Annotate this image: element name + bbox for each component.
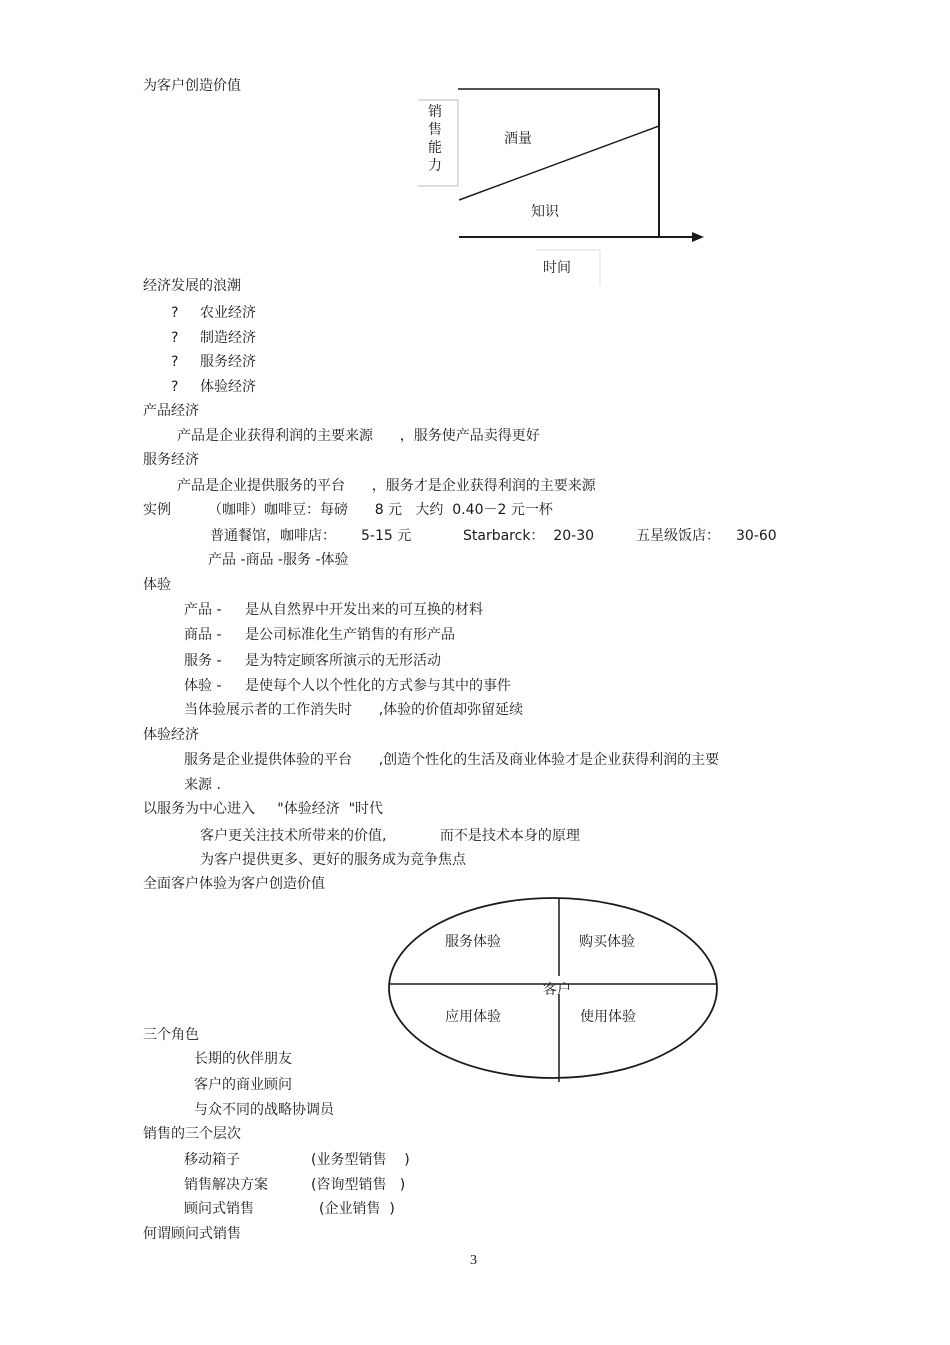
section-heading-service-center: 以服务为中心进入 "体验经济 "时代 [143, 801, 384, 817]
sales-level-name: 销售解决方案 [184, 1177, 268, 1193]
paragraph-line: 为客户提供更多、更好的服务成为竞争焦点 [200, 852, 466, 868]
example-label: 实例 [143, 502, 171, 518]
quadrant-application-experience: 应用体验 [445, 1009, 501, 1025]
definition-desc: 是公司标准化生产销售的有形产品 [245, 627, 455, 643]
bullet-icon: ? [171, 305, 179, 321]
list-item: 服务经济 [200, 354, 256, 370]
section-heading-experience-economy: 体验经济 [143, 727, 199, 743]
sales-level-type: (业务型销售 ) [311, 1152, 410, 1168]
paragraph-line: 服务是企业提供体验的平台 ,创造个性化的生活及商业体验才是企业获得利润的主要 [184, 752, 720, 768]
definition-term: 体验 - [184, 678, 222, 694]
list-item: 长期的伙伴朋友 [194, 1051, 292, 1067]
ylabel-char-2: 售 [428, 122, 442, 138]
paragraph-line: 客户更关注技术所带来的价值, 而不是技术本身的原理 [200, 828, 580, 844]
sales-level-type: (企业销售 ) [319, 1201, 395, 1217]
example-progression: 产品 -商品 -服务 -体验 [208, 552, 349, 568]
section-heading-experience: 体验 [143, 577, 171, 593]
bullet-icon: ? [171, 330, 179, 346]
x-axis-label: 时间 [543, 260, 571, 276]
section-heading-full-experience: 全面客户体验为客户创造价值 [143, 876, 325, 892]
example-line-coffee: （咖啡）咖啡豆：每磅 8 元 大约 0.40－2 元一杯 [208, 502, 553, 518]
sales-level-type: (咨询型销售 ) [311, 1177, 406, 1193]
ylabel-char-4: 力 [428, 158, 442, 174]
customer-experience-ellipse-diagram [386, 896, 722, 1084]
definition-term: 产品 - [184, 602, 222, 618]
knowledge-line [459, 126, 659, 200]
paragraph-line: 产品是企业提供服务的平台 ，服务才是企业获得利润的主要来源 [177, 478, 596, 494]
definition-desc: 是使每个人以个性化的方式参与其中的事件 [245, 678, 511, 694]
definition-desc: 是从自然界中开发出来的可互换的材料 [245, 602, 483, 618]
example-restaurant: 普通餐馆，咖啡店： [210, 528, 336, 544]
quadrant-usage-experience: 使用体验 [580, 1009, 636, 1025]
list-item: 制造经济 [200, 330, 256, 346]
paragraph-line: 来源 . [184, 777, 221, 793]
list-item: 农业经济 [200, 305, 256, 321]
section-heading-consultative-sales: 何谓顾问式销售 [143, 1226, 241, 1242]
section-heading-waves: 经济发展的浪潮 [143, 278, 241, 294]
example-restaurant-price: 5-15 元 [361, 528, 412, 544]
section-heading-product-economy: 产品经济 [143, 403, 199, 419]
region-upper-label: 酒量 [504, 131, 532, 147]
paragraph-line: 产品是企业获得利润的主要来源 ，服务使产品卖得更好 [177, 428, 540, 444]
capability-time-diagram [410, 82, 710, 292]
list-item: 体验经济 [200, 379, 256, 395]
quadrant-service-experience: 服务体验 [445, 934, 501, 950]
section-heading-roles: 三个角色 [143, 1027, 199, 1043]
experience-note: 当体验展示者的工作消失时 ,体验的价值却弥留延续 [184, 702, 524, 718]
example-hotel: 五星级饭店： [636, 528, 720, 544]
list-item: 与众不同的战略协调员 [194, 1102, 334, 1118]
bullet-icon: ? [171, 379, 179, 395]
region-lower-label: 知识 [531, 204, 559, 220]
sales-level-name: 顾问式销售 [184, 1201, 254, 1217]
example-hotel-price: 30-60 [736, 528, 777, 544]
section-heading-create-value: 为客户创造价值 [143, 78, 241, 94]
list-item: 客户的商业顾问 [194, 1077, 292, 1093]
page-number: 3 [470, 1253, 477, 1268]
example-starbucks: Starbarck： 20-30 [463, 528, 595, 544]
ylabel-char-3: 能 [428, 140, 442, 156]
center-customer-label: 客户 [543, 982, 571, 998]
definition-desc: 是为特定顾客所演示的无形活动 [245, 653, 441, 669]
quadrant-purchase-experience: 购买体验 [579, 934, 635, 950]
section-heading-service-economy: 服务经济 [143, 452, 199, 468]
time-axis-arrowhead [692, 232, 704, 242]
definition-term: 服务 - [184, 653, 222, 669]
definition-term: 商品 - [184, 627, 222, 643]
sales-level-name: 移动箱子 [184, 1152, 240, 1168]
bullet-icon: ? [171, 354, 179, 370]
section-heading-sales-levels: 销售的三个层次 [143, 1126, 241, 1142]
ylabel-char-1: 销 [428, 104, 442, 120]
